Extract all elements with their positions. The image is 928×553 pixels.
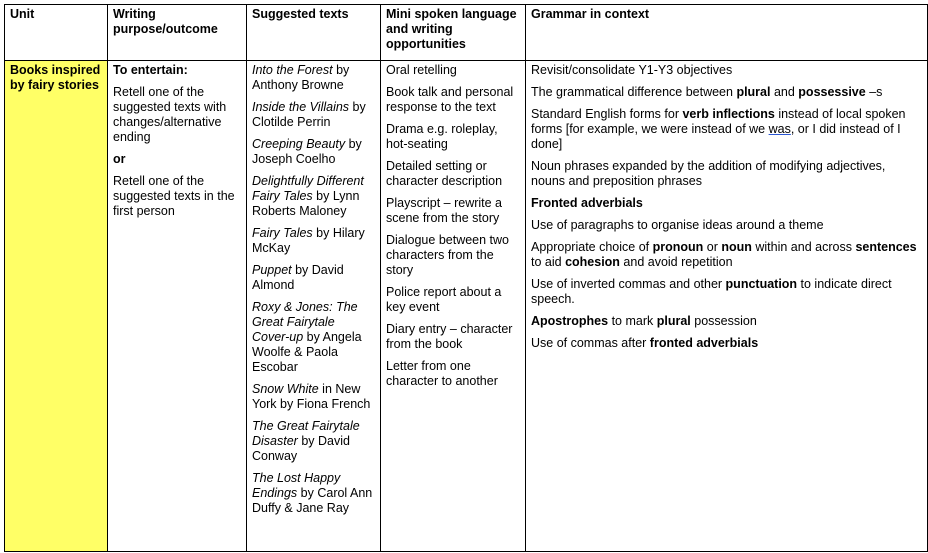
grammar-text: within and across [751,240,856,254]
text-item [252,174,375,219]
header-purpose: Writing purpose/outcome [108,5,247,61]
text-author: by Carol Ann Duffy & Jane Ray [252,486,373,515]
header-grammar: Grammar in context [526,5,928,61]
text-item [252,100,375,130]
header-texts: Suggested texts [247,5,381,61]
text-title: Fairy Tales [252,226,313,240]
purpose-cell [108,61,247,552]
purpose-item: Retell one of the suggested texts with changes/alternative ending [113,85,227,144]
grammar-term: punctuation [725,277,798,291]
grammar-term: pronoun [652,240,704,254]
text-item [252,63,375,93]
text-author: by Hilary McKay [252,226,365,255]
header-unit: Unit [5,5,108,61]
grammar-text: The grammatical difference between [531,85,737,99]
grammar-item [531,107,922,152]
grammar-item [531,314,922,329]
text-title: The Great Fairytale Disaster [252,419,360,448]
grammar-text: and avoid repetition [619,255,733,269]
curriculum-table [4,4,928,552]
purpose-item: Retell one of the suggested texts in the first person [113,174,235,218]
grammar-text: to indicate direct speech. [531,277,892,306]
text-item [252,471,375,516]
texts-cell [247,61,381,552]
spoken-item: Oral retelling [386,63,457,77]
grammar-term: possessive [798,85,866,99]
grammar-term: noun [721,240,752,254]
text-author: by Anthony Browne [252,63,350,92]
grammar-item [531,85,922,100]
grammar-term: verb inflections [682,107,775,121]
text-author: by Joseph Coelho [252,137,362,166]
grammar-text: and [770,85,799,99]
grammar-term: sentences [855,240,917,254]
spoken-item: Detailed setting or character description [386,159,503,188]
text-item [252,419,375,464]
text-item [252,300,375,375]
spoken-item: Book talk and personal response to the text [386,85,514,114]
unit-cell: Books inspired by fairy stories [5,61,108,552]
grammar-term: fronted adverbials [649,336,759,350]
text-item [252,263,375,293]
purpose-heading: To entertain: [113,63,188,77]
text-title: Snow White [252,382,319,396]
text-item [252,137,375,167]
grammar-text: Use of inverted commas and other [531,277,726,291]
grammar-text: instead of local spoken forms [for example, we were instead of we [531,107,906,136]
grammar-text: or [703,240,722,254]
grammar-term: plural [656,314,691,328]
text-item [252,226,375,256]
text-title: Inside the Villains [252,100,350,114]
grammar-item: Use of paragraphs to organise ideas around a theme [531,218,824,232]
header-spoken: Mini spoken language and writing opportunities [381,5,526,61]
grammar-text: possession [690,314,757,328]
grammar-item [531,240,922,270]
text-author: in New York by Fiona French [252,382,371,411]
spoken-item: Playscript – rewrite a scene from the story [386,196,503,225]
text-author: by Clotilde Perrin [252,100,366,129]
text-title: Into the Forest [252,63,333,77]
header-row [5,5,928,61]
grammar-text: Standard English forms for [531,107,683,121]
grammar-text: , or I did instead of I done] [531,122,901,151]
table-row [5,61,928,552]
grammar-item: Revisit/consolidate Y1-Y3 objectives [531,63,733,77]
grammar-text: –s [865,85,883,99]
purpose-or: or [113,152,126,166]
spoken-cell [381,61,526,552]
grammar-cell [526,61,928,552]
text-item [252,382,375,412]
text-author: by Lynn Roberts Maloney [252,189,360,218]
grammar-term: cohesion [565,255,620,269]
grammar-term: plural [736,85,771,99]
grammar-item: Noun phrases expanded by the addition of modifying adjectives, nouns and preposition phrases [531,159,886,188]
text-author: by David Conway [252,434,350,463]
spoken-item: Drama e.g. roleplay, hot-seating [386,122,498,151]
text-author: by David Almond [252,263,344,292]
text-title: Puppet [252,263,292,277]
grammar-text: to aid [531,255,566,269]
grammar-term: Apostrophes [531,314,609,328]
grammar-text: Use of commas after [531,336,650,350]
grammar-flagged-word: was [768,122,791,136]
grammar-item: Fronted adverbials [531,196,643,210]
text-title: Creeping Beauty [252,137,346,151]
spoken-item: Letter from one character to another [386,359,498,388]
text-title: The Lost Happy Endings [252,471,341,500]
grammar-text: Appropriate choice of [531,240,653,254]
text-title: Roxy & Jones: The Great Fairytale Cover-up [252,300,358,344]
spoken-item: Police report about a key event [386,285,502,314]
grammar-item [531,336,922,351]
grammar-text: to mark [608,314,657,328]
spoken-item: Diary entry – character from the book [386,322,513,351]
text-author: by Angela Woolfe & Paola Escobar [252,330,362,374]
text-title: Delightfully Different Fairy Tales [252,174,364,203]
grammar-item [531,277,922,307]
spoken-item: Dialogue between two characters from the story [386,233,509,277]
